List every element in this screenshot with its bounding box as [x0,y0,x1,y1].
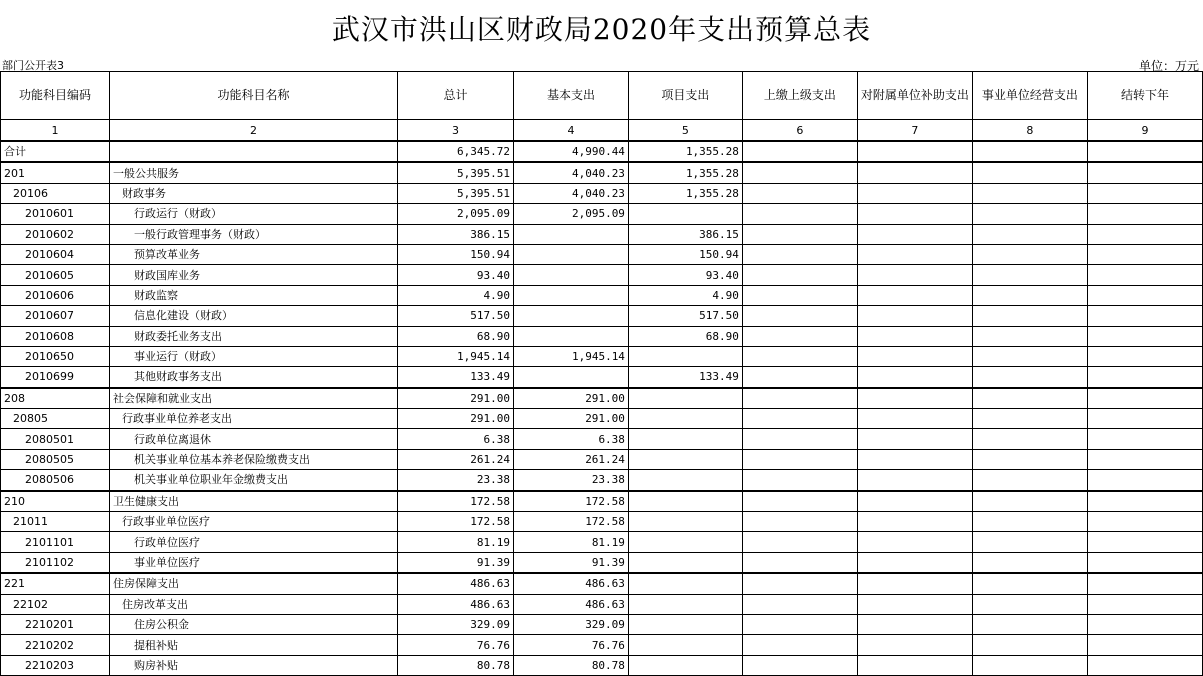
column-index: 6 [742,120,857,142]
basic-cell: 172.58 [513,491,628,512]
subsidy-cell [857,614,972,634]
remit-cell [742,449,857,469]
subsidy-cell [857,388,972,409]
subsidy-cell [857,183,972,203]
code-cell: 2101102 [1,552,110,573]
project-cell [628,470,742,491]
basic-cell [513,224,628,244]
name-cell: 行政事业单位医疗 [109,512,397,532]
subsidy-cell [857,429,972,449]
table-row [1,285,1203,305]
header-cell: 结转下年 [1087,72,1202,120]
project-cell [628,532,742,552]
table-row [1,306,1203,326]
basic-cell: 4,990.44 [513,141,628,162]
operating-cell [972,594,1087,614]
operating-cell [972,614,1087,634]
operating-cell [972,552,1087,573]
basic-cell: 81.19 [513,532,628,552]
project-cell: 386.15 [628,224,742,244]
column-index: 1 [1,120,110,142]
basic-cell: 76.76 [513,635,628,655]
name-cell: 一般行政管理事务（财政） [109,224,397,244]
project-cell: 1,355.28 [628,141,742,162]
total-cell: 486.63 [397,573,513,594]
basic-cell [513,285,628,305]
code-cell: 208 [1,388,110,409]
column-index: 4 [513,120,628,142]
code-cell: 201 [1,162,110,183]
unit-label: 单位：万元 [1138,59,1199,73]
operating-cell [972,635,1087,655]
project-cell: 150.94 [628,244,742,264]
subsidy-cell [857,204,972,224]
remit-cell [742,409,857,429]
table-row [1,512,1203,532]
table-row [1,614,1203,634]
code-cell: 2010699 [1,367,110,388]
total-cell: 76.76 [397,635,513,655]
operating-cell [972,573,1087,594]
name-cell: 一般公共服务 [109,162,397,183]
total-cell: 91.39 [397,552,513,573]
table-row [1,388,1203,409]
carryover-cell [1087,470,1202,491]
subsidy-cell [857,635,972,655]
name-cell: 购房补贴 [109,655,397,675]
column-index-row [1,120,1203,142]
operating-cell [972,449,1087,469]
remit-cell [742,306,857,326]
header-cell: 功能科目编码 [1,72,110,120]
table-row [1,429,1203,449]
code-cell: 2010601 [1,204,110,224]
table-row [1,183,1203,203]
remit-cell [742,326,857,346]
project-cell [628,655,742,675]
total-cell: 517.50 [397,306,513,326]
name-cell: 行政运行（财政） [109,204,397,224]
table-row [1,491,1203,512]
total-cell: 4.90 [397,285,513,305]
project-cell [628,491,742,512]
basic-cell [513,306,628,326]
table-row [1,573,1203,594]
code-cell: 22102 [1,594,110,614]
subsidy-cell [857,326,972,346]
carryover-cell [1087,306,1202,326]
name-cell: 行政单位离退休 [109,429,397,449]
table-row [1,532,1203,552]
remit-cell [742,244,857,264]
carryover-cell [1087,491,1202,512]
subsidy-cell [857,532,972,552]
carryover-cell [1087,326,1202,346]
subsidy-cell [857,573,972,594]
remit-cell [742,614,857,634]
project-cell [628,594,742,614]
carryover-cell [1087,552,1202,573]
total-cell: 23.38 [397,470,513,491]
carryover-cell [1087,388,1202,409]
basic-cell [513,326,628,346]
project-cell [628,512,742,532]
operating-cell [972,491,1087,512]
remit-cell [742,655,857,675]
table-row [1,162,1203,183]
carryover-cell [1087,655,1202,675]
total-cell: 2,095.09 [397,204,513,224]
operating-cell [972,429,1087,449]
name-cell: 财政国库业务 [109,265,397,285]
code-cell: 20106 [1,183,110,203]
remit-cell [742,162,857,183]
code-cell: 2080506 [1,470,110,491]
project-cell: 68.90 [628,326,742,346]
basic-cell: 4,040.23 [513,183,628,203]
name-cell: 事业运行（财政） [109,346,397,366]
table-row [1,346,1203,366]
subsidy-cell [857,470,972,491]
name-cell: 财政事务 [109,183,397,203]
remit-cell [742,388,857,409]
operating-cell [972,346,1087,366]
name-cell: 机关事业单位基本养老保险缴费支出 [109,449,397,469]
name-cell: 行政事业单位养老支出 [109,409,397,429]
basic-cell [513,265,628,285]
column-index: 3 [397,120,513,142]
remit-cell [742,512,857,532]
carryover-cell [1087,532,1202,552]
total-cell: 172.58 [397,491,513,512]
project-cell: 1,355.28 [628,162,742,183]
code-cell: 20805 [1,409,110,429]
code-cell: 2010607 [1,306,110,326]
name-cell: 信息化建设（财政） [109,306,397,326]
code-cell: 2010608 [1,326,110,346]
name-cell: 社会保障和就业支出 [109,388,397,409]
table-row [1,449,1203,469]
header-row [1,72,1203,120]
name-cell: 住房保障支出 [109,573,397,594]
total-cell: 150.94 [397,244,513,264]
operating-cell [972,244,1087,264]
carryover-cell [1087,409,1202,429]
operating-cell [972,183,1087,203]
name-cell: 提租补贴 [109,635,397,655]
header-cell: 上缴上级支出 [742,72,857,120]
table-row [1,244,1203,264]
code-cell: 2010602 [1,224,110,244]
total-cell: 172.58 [397,512,513,532]
header-cell: 对附属单位补助支出 [857,72,972,120]
name-cell: 住房改革支出 [109,594,397,614]
code-cell: 2010606 [1,285,110,305]
header-cell: 功能科目名称 [109,72,397,120]
subsidy-cell [857,224,972,244]
project-cell: 1,355.28 [628,183,742,203]
basic-cell: 486.63 [513,594,628,614]
table-row [1,204,1203,224]
code-cell: 2010650 [1,346,110,366]
code-cell: 2210203 [1,655,110,675]
carryover-cell [1087,512,1202,532]
operating-cell [972,306,1087,326]
remit-cell [742,532,857,552]
total-cell: 261.24 [397,449,513,469]
total-cell: 80.78 [397,655,513,675]
code-cell: 21011 [1,512,110,532]
total-cell: 5,395.51 [397,183,513,203]
subsidy-cell [857,285,972,305]
remit-cell [742,346,857,366]
code-cell: 210 [1,491,110,512]
subsidy-cell [857,162,972,183]
remit-cell [742,224,857,244]
name-cell: 预算改革业务 [109,244,397,264]
operating-cell [972,204,1087,224]
code-cell: 2010604 [1,244,110,264]
total-cell: 486.63 [397,594,513,614]
project-cell [628,346,742,366]
total-cell: 291.00 [397,409,513,429]
name-cell: 行政单位医疗 [109,532,397,552]
total-cell: 291.00 [397,388,513,409]
remit-cell [742,285,857,305]
code-cell: 221 [1,573,110,594]
operating-cell [972,141,1087,162]
operating-cell [972,224,1087,244]
operating-cell [972,388,1087,409]
name-cell: 事业单位医疗 [109,552,397,573]
total-cell: 386.15 [397,224,513,244]
carryover-cell [1087,141,1202,162]
basic-cell: 291.00 [513,409,628,429]
basic-cell: 4,040.23 [513,162,628,183]
project-cell [628,409,742,429]
basic-cell [513,244,628,264]
operating-cell [972,470,1087,491]
header-cell: 事业单位经营支出 [972,72,1087,120]
total-cell: 93.40 [397,265,513,285]
subsidy-cell [857,141,972,162]
operating-cell [972,285,1087,305]
project-cell [628,573,742,594]
basic-cell: 329.09 [513,614,628,634]
name-cell: 其他财政事务支出 [109,367,397,388]
project-cell: 4.90 [628,285,742,305]
remit-cell [742,141,857,162]
remit-cell [742,265,857,285]
total-cell: 1,945.14 [397,346,513,366]
basic-cell: 291.00 [513,388,628,409]
carryover-cell [1087,594,1202,614]
carryover-cell [1087,224,1202,244]
total-cell: 5,395.51 [397,162,513,183]
carryover-cell [1087,573,1202,594]
column-index: 8 [972,120,1087,142]
column-index: 2 [109,120,397,142]
subsidy-cell [857,449,972,469]
name-cell [109,141,397,162]
basic-cell: 486.63 [513,573,628,594]
carryover-cell [1087,429,1202,449]
project-cell [628,614,742,634]
basic-cell: 261.24 [513,449,628,469]
remit-cell [742,204,857,224]
remit-cell [742,594,857,614]
remit-cell [742,429,857,449]
carryover-cell [1087,183,1202,203]
remit-cell [742,183,857,203]
project-cell [628,204,742,224]
total-cell: 68.90 [397,326,513,346]
operating-cell [972,162,1087,183]
basic-cell: 80.78 [513,655,628,675]
page-title: 武汉市洪山区财政局2020年支出预算总表 [331,13,872,46]
code-cell: 2210202 [1,635,110,655]
operating-cell [972,367,1087,388]
table-row [1,470,1203,491]
operating-cell [972,326,1087,346]
remit-cell [742,573,857,594]
subsidy-cell [857,244,972,264]
name-cell: 卫生健康支出 [109,491,397,512]
subsidy-cell [857,512,972,532]
name-cell: 机关事业单位职业年金缴费支出 [109,470,397,491]
column-index: 5 [628,120,742,142]
basic-cell: 172.58 [513,512,628,532]
code-cell: 2010605 [1,265,110,285]
subsidy-cell [857,265,972,285]
table-row [1,265,1203,285]
carryover-cell [1087,635,1202,655]
code-cell: 2080501 [1,429,110,449]
basic-cell: 23.38 [513,470,628,491]
table-row [1,655,1203,675]
table-row [1,635,1203,655]
operating-cell [972,532,1087,552]
table-row [1,367,1203,388]
total-cell: 6.38 [397,429,513,449]
subsidy-cell [857,491,972,512]
total-cell: 6,345.72 [397,141,513,162]
header-cell: 总计 [397,72,513,120]
code-cell: 2210201 [1,614,110,634]
code-cell: 2101101 [1,532,110,552]
project-cell: 93.40 [628,265,742,285]
code-cell: 2080505 [1,449,110,469]
project-cell [628,429,742,449]
subsidy-cell [857,306,972,326]
table-row [1,326,1203,346]
subsidy-cell [857,367,972,388]
name-cell: 财政委托业务支出 [109,326,397,346]
total-cell: 133.49 [397,367,513,388]
project-cell: 133.49 [628,367,742,388]
subsidy-cell [857,594,972,614]
operating-cell [972,512,1087,532]
project-cell [628,449,742,469]
operating-cell [972,409,1087,429]
carryover-cell [1087,367,1202,388]
subsidy-cell [857,346,972,366]
code-cell: 合计 [1,141,110,162]
subsidy-cell [857,655,972,675]
project-cell [628,635,742,655]
table-row [1,141,1203,162]
column-index: 7 [857,120,972,142]
remit-cell [742,635,857,655]
remit-cell [742,552,857,573]
carryover-cell [1087,614,1202,634]
column-index: 9 [1087,120,1202,142]
operating-cell [972,265,1087,285]
table-row [1,594,1203,614]
remit-cell [742,367,857,388]
total-cell: 81.19 [397,532,513,552]
remit-cell [742,470,857,491]
table-row [1,552,1203,573]
header-cell: 项目支出 [628,72,742,120]
basic-cell: 91.39 [513,552,628,573]
carryover-cell [1087,204,1202,224]
operating-cell [972,655,1087,675]
name-cell: 住房公积金 [109,614,397,634]
subsidy-cell [857,409,972,429]
carryover-cell [1087,449,1202,469]
name-cell: 财政监察 [109,285,397,305]
form-number: 部门公开表3 [2,59,64,72]
carryover-cell [1087,285,1202,305]
header-cell: 基本支出 [513,72,628,120]
carryover-cell [1087,346,1202,366]
basic-cell: 2,095.09 [513,204,628,224]
table-row [1,224,1203,244]
carryover-cell [1087,162,1202,183]
carryover-cell [1087,265,1202,285]
basic-cell: 6.38 [513,429,628,449]
table-row [1,409,1203,429]
basic-cell: 1,945.14 [513,346,628,366]
project-cell: 517.50 [628,306,742,326]
budget-table [0,71,1203,676]
project-cell [628,552,742,573]
remit-cell [742,491,857,512]
project-cell [628,388,742,409]
table-body [1,141,1203,676]
total-cell: 329.09 [397,614,513,634]
basic-cell [513,367,628,388]
carryover-cell [1087,244,1202,264]
subsidy-cell [857,552,972,573]
